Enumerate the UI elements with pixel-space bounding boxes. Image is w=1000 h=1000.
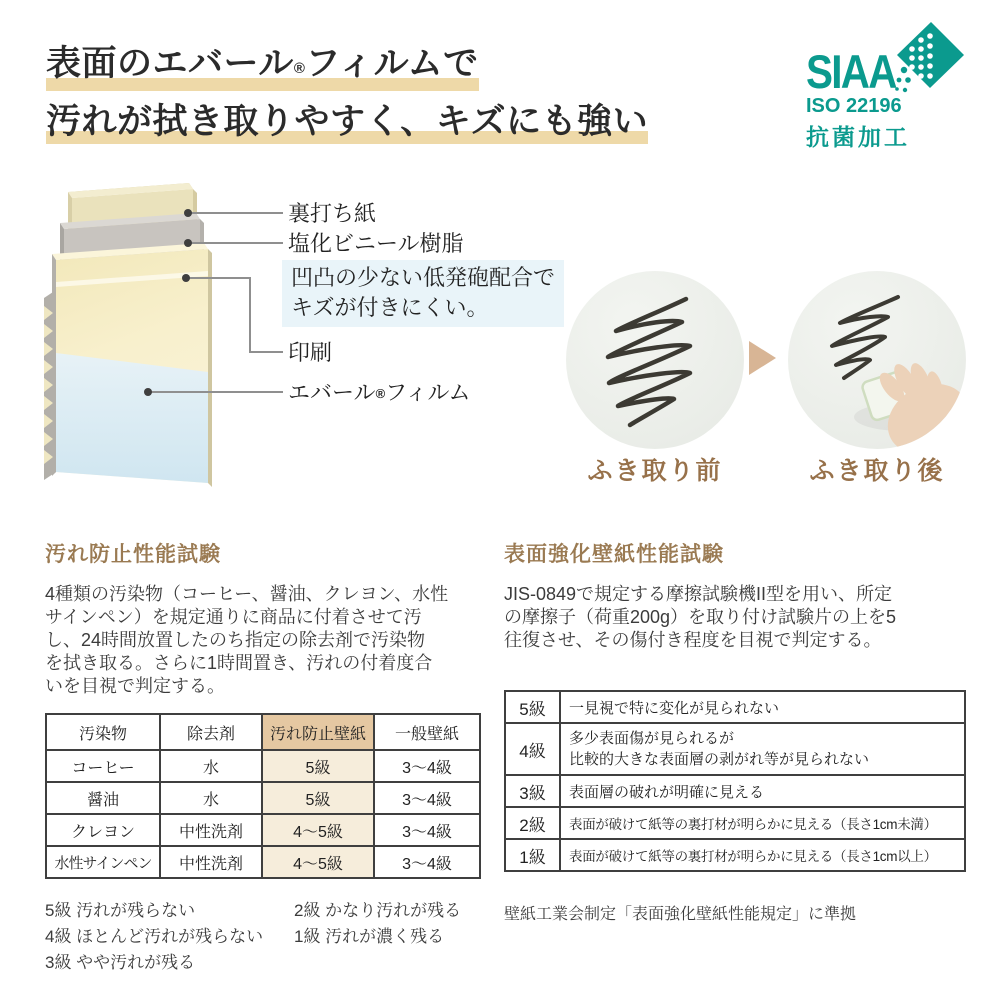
table-row: コーヒー 水 5級 3〜4級 [46,750,480,782]
column-header-highlighted: 汚れ防止壁紙 [262,714,374,750]
scribble-after [788,271,966,449]
siaa-diamond-icon [884,16,968,100]
page-title-line2: 汚れが拭き取りやすく、キズにも強い [46,100,648,144]
photo-before-wiping [566,271,744,449]
label-after-wiping: ふき取り後 [809,457,945,485]
scribble-before [566,271,744,449]
layer-note-line1: 凹凸の少ない低発砲配合で [291,265,556,290]
stain-test-description: 4種類の汚染物（コーヒー、醤油、クレヨン、水性 サインペン）を規定通りに商品に付着させて汚 し、24時間放置したのち指定の除去剤で汚染物 を拭き取る。さらに1時間置き、汚れの付着度合 いを目視で判定する。 [45,584,449,696]
table-row: 3級 表面層の破れが明確に見える [505,775,965,807]
label-before-wiping: ふき取り前 [587,457,723,485]
title-line1-post: フィルムで [305,44,479,83]
hand-sponge-icon [854,360,966,449]
photo-after-wiping [788,271,966,449]
column-header: 汚染物 [46,714,160,750]
stain-test-heading: 汚れ防止性能試験 [45,543,221,566]
layer-note-lowfoam [282,260,564,327]
table-row: 水性サインペン 中性洗剤 4〜5級 3〜4級 [46,846,480,878]
table-row: 4級 多少表面傷が見られるが 比較的大きな表面層の剥がれ等が見られない [505,723,965,775]
abrasion-test-description: JIS-0849で規定する摩擦試験機II型を用い、所定 の摩擦子（荷重200g）を取り付け試験片の上を5 往復させ、その傷付き程度を目視で判定する。 [504,584,897,650]
abrasion-grade-table [504,690,966,872]
arrow-right-icon [749,341,776,375]
table-header-row [46,714,480,750]
abrasion-test-heading: 表面強化壁紙性能試験 [504,543,724,566]
siaa-logo-text: SIAA [806,45,896,98]
table-row: 2級 表面が破けて紙等の裏打材が明らかに見える（長さ1cm未満） [505,807,965,839]
stain-grade-notes-col1: 5級 汚れが残らない 4級 ほとんど汚れが残らない 3級 やや汚れが残る [45,901,264,972]
stain-grade-notes-col2: 2級 かなり汚れが残る 1級 汚れが濃く残る [294,901,462,946]
table-row: 醤油 水 5級 3〜4級 [46,782,480,814]
layer-label-film: エバール®フィルム [288,380,471,405]
table-row: 1級 表面が破けて紙等の裏打材が明らかに見える（長さ1cm以上） [505,839,965,871]
table-row: クレヨン 中性洗剤 4〜5級 3〜4級 [46,814,480,846]
siaa-iso-text: ISO 22196 [806,95,902,117]
stain-test-table [45,713,481,879]
column-header: 除去剤 [160,714,262,750]
siaa-antibacterial-label: 抗菌加工 [806,124,910,150]
title-line1-pre: 表面のエバール [46,44,294,83]
table-row: 5級 一見視で特に変化が見られない [505,691,965,723]
registered-trademark-icon: ® [375,386,386,401]
abrasion-compliance-note: 壁紙工業会制定「表面強化壁紙性能規定」に準拠 [504,906,857,923]
column-header: 一般壁紙 [374,714,480,750]
layer-note-line2: キズが付きにくい。 [291,295,489,320]
page-title-line1 [46,42,479,91]
layer-label-vinyl: 塩化ビニール樹脂 [288,231,464,256]
layer-label-print: 印刷 [288,340,333,365]
registered-trademark-icon: ® [293,60,306,77]
layer-label-backing: 裏打ち紙 [288,201,377,226]
